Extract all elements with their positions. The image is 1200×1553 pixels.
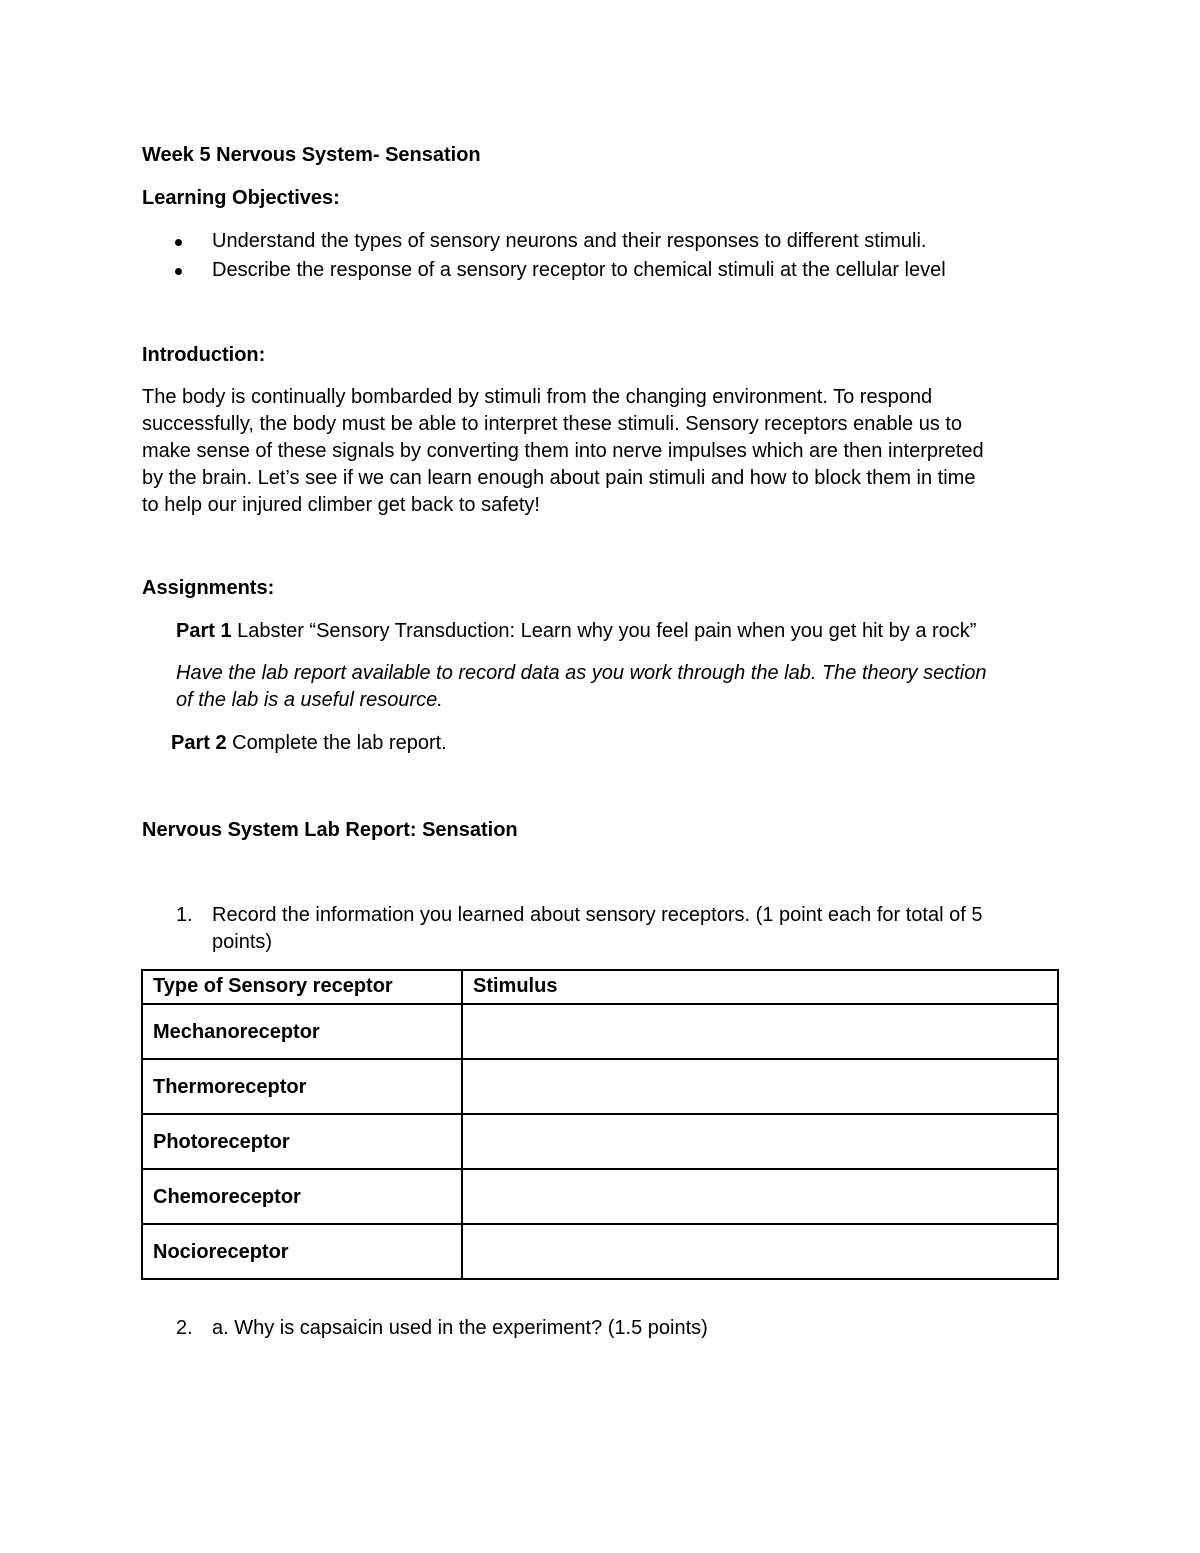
objective-text: Understand the types of sensory neurons and their responses to different stimuli. [212,230,927,252]
stimulus-cell[interactable] [462,1004,1058,1059]
table-header-row [142,970,1058,1004]
stimulus-cell[interactable] [462,1114,1058,1169]
part1-text: Labster “Sensory Transduction: Learn why you feel pain when you get hit by a rock” [231,620,977,642]
part2-text: Complete the lab report. [226,732,447,754]
learning-objectives-list [142,228,1062,286]
paragraph-line: The body is continually bombarded by stimuli from the changing environment. To respond [142,386,933,408]
paragraph-line: make sense of these signals by converting them into nerve impulses which are then interpreted [142,440,984,462]
objective-text: Describe the response of a sensory receptor to chemical stimuli at the cellular level [212,259,946,281]
receptor-type-cell: Thermoreceptor [142,1059,462,1114]
part1-label: Part 1 [176,620,232,642]
introduction-paragraph [142,384,1058,519]
paragraph-line: by the brain. Let’s see if we can learn enough about pain stimuli and how to block them in time [142,467,976,489]
assignments-heading: Assignments: [142,577,275,599]
part2-label: Part 2 [171,732,227,754]
assignment-part1 [176,618,1066,645]
question-line: points) [212,931,273,953]
receptor-type-cell: Nocioreceptor [142,1224,462,1279]
receptor-type-cell: Chemoreceptor [142,1169,462,1224]
document-title: Week 5 Nervous System- Sensation [142,144,481,166]
question-2 [142,1315,1058,1345]
sensory-receptor-table [141,969,1059,1280]
note-line: of the lab is a useful resource. [176,689,443,711]
table-row [142,1059,1058,1114]
stimulus-cell[interactable] [462,1059,1058,1114]
table-row [142,1004,1058,1059]
question-number: 2. [176,1317,193,1339]
bullet-icon [175,268,182,275]
question-1 [142,902,1058,958]
receptor-type-cell: Mechanoreceptor [142,1004,462,1059]
assignment-part1-note [176,660,1066,714]
paragraph-line: successfully, the body must be able to interpret these stimuli. Sensory receptors enable us to [142,413,963,435]
table-row [142,1224,1058,1279]
learning-objectives-heading: Learning Objectives: [142,187,340,209]
note-line: Have the lab report available to record data as you work through the lab. The theory section [176,662,987,684]
stimulus-cell[interactable] [462,1169,1058,1224]
table-row [142,1114,1058,1169]
table-row [142,1169,1058,1224]
stimulus-cell[interactable] [462,1224,1058,1279]
column-header-receptor-type: Type of Sensory receptor [142,970,462,1004]
bullet-icon [175,239,182,246]
column-header-stimulus: Stimulus [462,970,1058,1004]
introduction-heading: Introduction: [142,344,266,366]
question-text: a. Why is capsaicin used in the experiment? (1.5 points) [212,1317,708,1339]
assignment-part2 [171,730,1061,757]
receptor-type-cell: Photoreceptor [142,1114,462,1169]
paragraph-line: to help our injured climber get back to safety! [142,494,540,516]
question-text [212,902,1058,956]
list-item [142,257,1062,286]
question-number: 1. [176,904,193,926]
lab-report-heading: Nervous System Lab Report: Sensation [142,819,518,841]
list-item [142,228,1062,257]
question-line: Record the information you learned about sensory receptors. (1 point each for total of 5 [212,904,983,926]
